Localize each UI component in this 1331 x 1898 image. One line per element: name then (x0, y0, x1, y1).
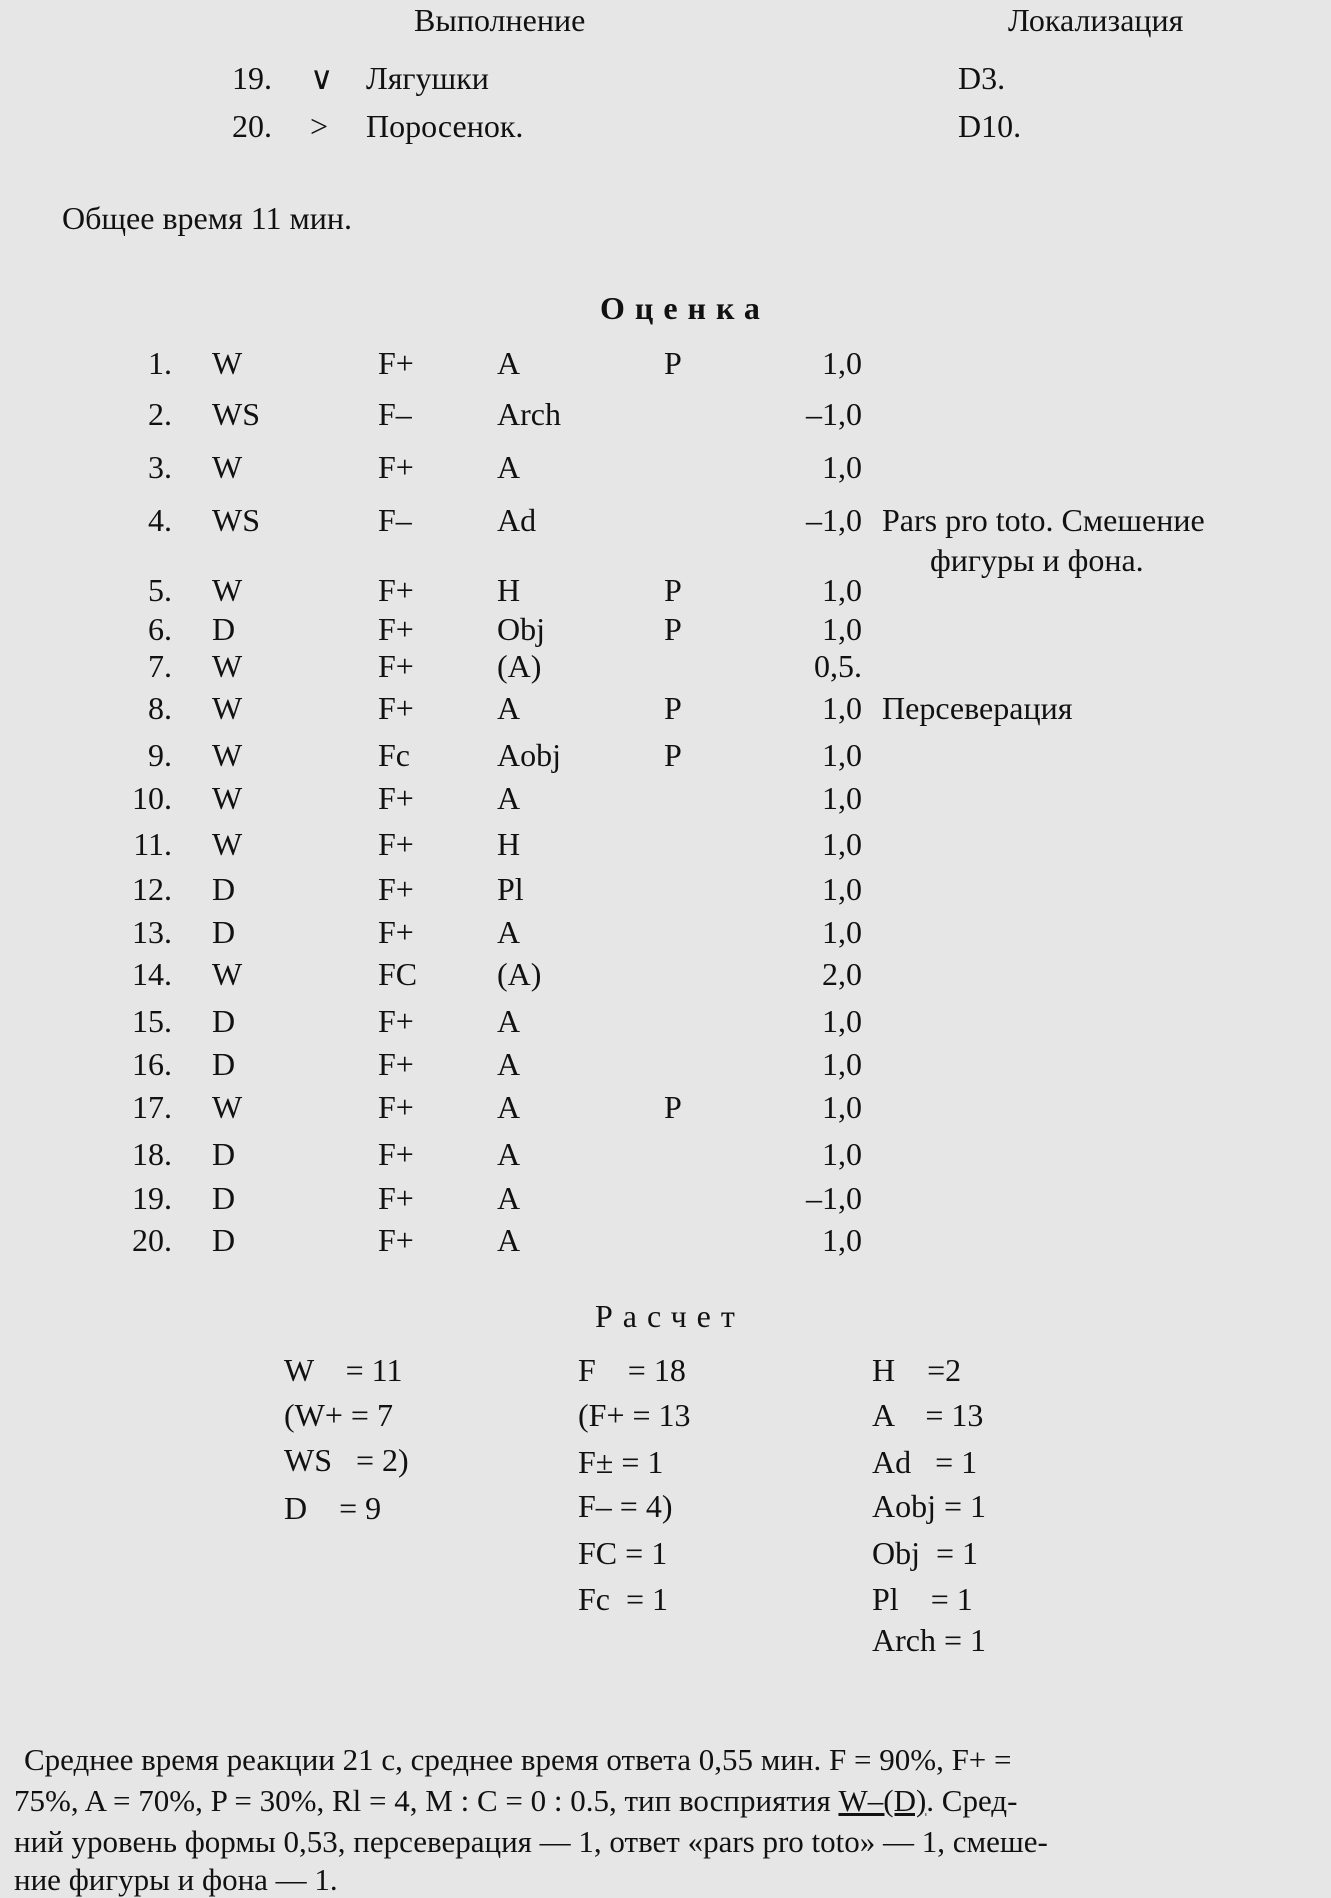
row-determinant: F+ (378, 648, 414, 684)
row-content: (A) (497, 648, 542, 684)
row-number: 17. (132, 1089, 172, 1125)
top-row-19-mark: ∨ (310, 60, 334, 96)
row-value: 1,0 (822, 449, 862, 485)
row-determinant: F+ (378, 1136, 414, 1172)
row-content: Obj (497, 611, 545, 647)
total-time: Общее время 11 мин. (62, 200, 353, 236)
row-number: 3. (148, 449, 172, 485)
row-popular: P (664, 1089, 682, 1125)
row-content: H (497, 572, 521, 608)
row-value: 1,0 (822, 1222, 862, 1258)
row-content: (A) (497, 956, 542, 992)
row-value: 1,0 (822, 572, 862, 608)
row-popular: P (664, 572, 682, 608)
row-value: –1,0 (806, 1180, 862, 1216)
row-content: A (497, 780, 521, 816)
calc-col3-item: H =2 (872, 1352, 962, 1388)
calc-col3-item: Pl = 1 (872, 1581, 973, 1617)
calc-col2-item: FC = 1 (578, 1535, 668, 1571)
row-content: A (497, 449, 521, 485)
row-determinant: F+ (378, 449, 414, 485)
top-row-19-num: 19. (232, 60, 272, 96)
row-value: 1,0 (822, 780, 862, 816)
row-content: A (497, 345, 521, 381)
row-popular: P (664, 737, 682, 773)
row-location: WS (212, 502, 260, 538)
row-determinant: F+ (378, 1180, 414, 1216)
row-determinant: FC (378, 956, 418, 992)
row-value: 1,0 (822, 737, 862, 773)
row-location: W (212, 449, 243, 485)
calc-col2-item: F = 18 (578, 1352, 686, 1388)
calc-col2-item: (F+ = 13 (578, 1397, 691, 1433)
row-number: 13. (132, 914, 172, 950)
row-determinant: F+ (378, 572, 414, 608)
row-number: 2. (148, 396, 172, 432)
summary-perception-type: W–(D) (838, 1783, 927, 1818)
row-determinant: F+ (378, 1089, 414, 1125)
row-number: 18. (132, 1136, 172, 1172)
row-number: 1. (148, 345, 172, 381)
top-row-20-mark: > (310, 108, 329, 144)
row-content: Arch (497, 396, 561, 432)
row-determinant: F+ (378, 780, 414, 816)
row-determinant: F+ (378, 1222, 414, 1258)
row-note: Pars pro toto. Смешение (882, 502, 1205, 538)
summary-line-3: ний уровень формы 0,53, персеверация — 1, ответ «pars pro toto» — 1, смеше- (14, 1824, 1048, 1859)
row-determinant: F+ (378, 871, 414, 907)
row-note: Персеверация (882, 690, 1073, 726)
top-row-19-text: Лягушки (366, 60, 489, 96)
row-value: 0,5. (814, 648, 862, 684)
calc-col3-item: Obj = 1 (872, 1535, 979, 1571)
row-determinant: F+ (378, 690, 414, 726)
score-heading: Оценка (600, 290, 770, 326)
row-value: 1,0 (822, 914, 862, 950)
row-location: W (212, 826, 243, 862)
row-location: W (212, 780, 243, 816)
calc-col3-item: Ad = 1 (872, 1444, 978, 1480)
row-value: 1,0 (822, 1136, 862, 1172)
row-content: H (497, 826, 521, 862)
calc-col3-item: A = 13 (872, 1397, 984, 1433)
row-value: –1,0 (806, 502, 862, 538)
row-location: W (212, 690, 243, 726)
calc-col2-item: F± = 1 (578, 1444, 664, 1480)
calc-col3-item: Aobj = 1 (872, 1488, 987, 1524)
row-number: 19. (132, 1180, 172, 1216)
calc-col1-item: W = 11 (284, 1352, 403, 1388)
calc-col1-item: (W+ = 7 (284, 1397, 393, 1433)
calc-col2-item: Fc = 1 (578, 1581, 669, 1617)
row-value: –1,0 (806, 396, 862, 432)
row-value: 1,0 (822, 690, 862, 726)
row-content: A (497, 1089, 521, 1125)
summary-line-2 (14, 1783, 1017, 1819)
row-content: A (497, 1003, 521, 1039)
row-number: 9. (148, 737, 172, 773)
row-number: 7. (148, 648, 172, 684)
calc-col1-item: WS = 2) (284, 1442, 409, 1478)
row-location: D (212, 914, 236, 950)
row-number: 16. (132, 1046, 172, 1082)
summary-line-2a: 75%, A = 70%, P = 30%, Rl = 4, M : C = 0 : 0.5, тип восприятия (14, 1783, 839, 1818)
row-location: D (212, 1046, 236, 1082)
row-number: 11. (133, 826, 172, 862)
row-value: 1,0 (822, 1046, 862, 1082)
header-localization: Локализация (1008, 2, 1184, 38)
summary-line-4: ние фигуры и фона — 1. (14, 1862, 338, 1897)
calc-heading: Расчет (595, 1298, 745, 1334)
top-row-20-num: 20. (232, 108, 272, 144)
row-number: 8. (148, 690, 172, 726)
row-location: W (212, 956, 243, 992)
calc-col1-item: D = 9 (284, 1490, 382, 1526)
top-row-20-loc: D10. (958, 108, 1022, 144)
row-content: Ad (497, 502, 537, 538)
calc-col3-item: Arch = 1 (872, 1622, 987, 1658)
top-row-20-text: Поросенок. (366, 108, 524, 144)
row-number: 6. (148, 611, 172, 647)
bleed-through-text (60, 60, 68, 94)
row-determinant: F+ (378, 914, 414, 950)
summary-line-1: Среднее время реакции 21 с, среднее время ответа 0,55 мин. F = 90%, F+ = (24, 1742, 1012, 1777)
row-content: Pl (497, 871, 524, 907)
row-determinant: F– (378, 396, 412, 432)
row-content: A (497, 1136, 521, 1172)
row-determinant: F+ (378, 826, 414, 862)
row-popular: P (664, 345, 682, 381)
row-value: 1,0 (822, 1089, 862, 1125)
row-location: D (212, 1136, 236, 1172)
row-location: D (212, 1222, 236, 1258)
row-number: 20. (132, 1222, 172, 1258)
row-location: D (212, 1003, 236, 1039)
row-value: 1,0 (822, 1003, 862, 1039)
row-location: W (212, 572, 243, 608)
row-popular: P (664, 690, 682, 726)
row-location: D (212, 871, 236, 907)
row-determinant: F+ (378, 611, 414, 647)
row-number: 14. (132, 956, 172, 992)
row-location: W (212, 737, 243, 773)
row-value: 1,0 (822, 826, 862, 862)
row-number: 5. (148, 572, 172, 608)
row-determinant: Fc (378, 737, 410, 773)
row-value: 1,0 (822, 871, 862, 907)
row-value: 2,0 (822, 956, 862, 992)
row-determinant: F+ (378, 345, 414, 381)
row-number: 12. (132, 871, 172, 907)
row-note-continued: фигуры и фона. (930, 542, 1144, 578)
row-location: D (212, 1180, 236, 1216)
row-content: A (497, 1046, 521, 1082)
header-execution: Выполнение (414, 2, 586, 38)
row-content: Aobj (497, 737, 561, 773)
row-value: 1,0 (822, 611, 862, 647)
row-content: A (497, 1180, 521, 1216)
row-location: W (212, 1089, 243, 1125)
row-number: 10. (132, 780, 172, 816)
top-row-19-loc: D3. (958, 60, 1006, 96)
row-content: A (497, 690, 521, 726)
row-location: D (212, 611, 236, 647)
calc-col2-item: F– = 4) (578, 1488, 673, 1524)
row-number: 4. (148, 502, 172, 538)
row-location: WS (212, 396, 260, 432)
row-determinant: F– (378, 502, 412, 538)
row-content: A (497, 914, 521, 950)
row-location: W (212, 345, 243, 381)
row-content: A (497, 1222, 521, 1258)
row-determinant: F+ (378, 1046, 414, 1082)
summary-line-2b: . Сред- (926, 1783, 1018, 1818)
row-popular: P (664, 611, 682, 647)
row-value: 1,0 (822, 345, 862, 381)
row-location: W (212, 648, 243, 684)
row-determinant: F+ (378, 1003, 414, 1039)
row-number: 15. (132, 1003, 172, 1039)
